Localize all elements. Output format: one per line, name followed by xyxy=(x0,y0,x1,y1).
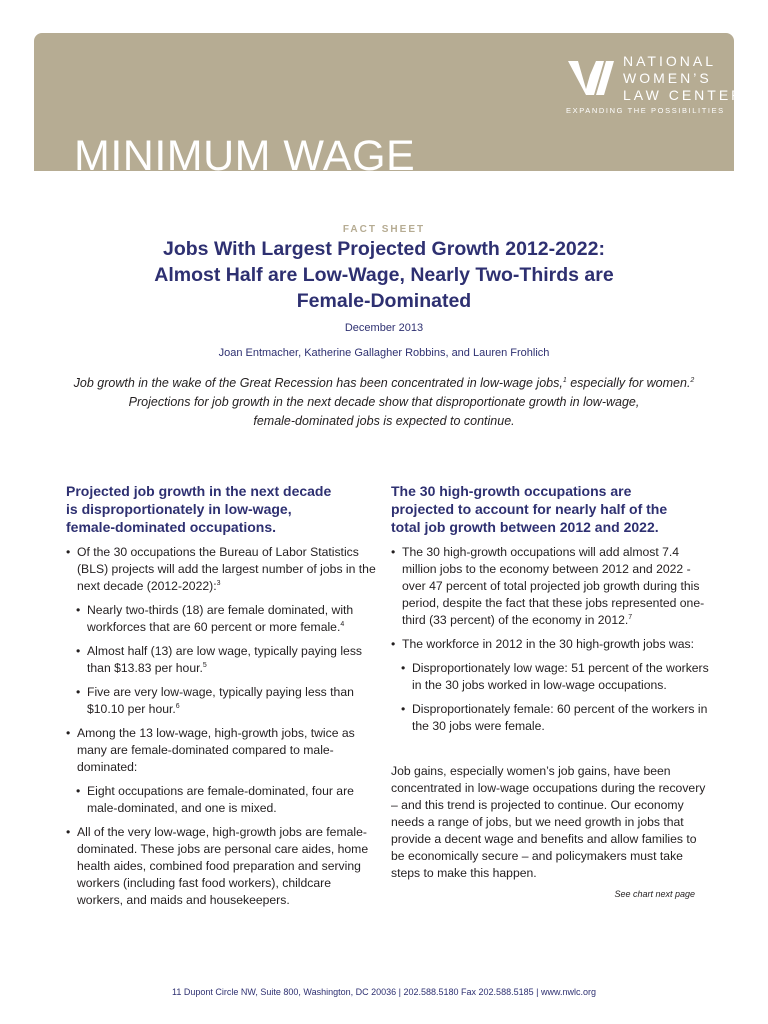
bullet-text: Nearly two-thirds (18) are female dominated, with workforces that are 60 percent or more female. xyxy=(87,603,354,634)
heading-line: The 30 high-growth occupations are xyxy=(391,483,632,499)
logo-tagline: EXPANDING THE POSSIBILITIES xyxy=(566,106,725,115)
left-column-heading xyxy=(66,482,376,536)
title-line-1: Jobs With Largest Projected Growth 2012-2022: xyxy=(163,238,605,260)
left-column xyxy=(66,482,376,916)
footnote-ref: 3 xyxy=(216,579,221,587)
bullet-text: Disproportionately female: 60 percent of the workers in the 30 jobs were female. xyxy=(412,702,708,733)
right-column xyxy=(391,482,713,903)
logo-wordmark xyxy=(623,53,744,104)
sub-bullet-item xyxy=(401,701,713,735)
intro-line-2: Projections for job growth in the next decade show that disproportionate growth in low-wage, xyxy=(128,395,640,409)
footnote-ref: 6 xyxy=(175,702,180,710)
sub-bullet-item xyxy=(401,660,713,694)
bullet-item xyxy=(66,725,376,776)
bullet-text: Almost half (13) are low wage, typically paying less than $13.83 per hour. xyxy=(87,644,363,675)
right-column-heading xyxy=(391,482,713,536)
right-bullet-list xyxy=(391,544,713,735)
heading-line: projected to account for nearly half of the xyxy=(391,501,668,517)
page-title xyxy=(0,236,768,314)
footnote-ref: 5 xyxy=(202,661,207,669)
conclusion-paragraph: Job gains, especially women’s job gains, have been concentrated in low-wage occupations during the recovery – and this trend is projected to continue. Our economy needs a range of jobs, but we need growth in jobs that provide a decent wage and benefits and allow families to be economically secure – and policymakers must take steps to make this happen. xyxy=(391,764,706,880)
sub-bullet-item xyxy=(76,602,376,636)
sub-bullet-item xyxy=(76,684,376,718)
logo-line-2: WOMEN’S xyxy=(623,70,712,86)
footnote-ref: 7 xyxy=(628,613,633,621)
heading-line: is disproportionately in low-wage, xyxy=(66,501,292,517)
logo-line-1: NATIONAL xyxy=(623,53,716,69)
bullet-text: All of the very low-wage, high-growth jobs are female-dominated. These jobs are personal care aides, home health aides, combined food preparation and serving workers (including fast food workers), childcare workers, and maids and housekeepers. xyxy=(77,825,369,907)
title-line-3: Female-Dominated xyxy=(296,290,472,312)
bullet-item xyxy=(391,636,713,653)
footnote-ref: 2 xyxy=(690,376,695,384)
footer-contact: 11 Dupont Circle NW, Suite 800, Washington, DC 20036 | 202.588.5180 Fax 202.588.5185 | www.nwlc.org xyxy=(172,987,596,997)
intro-line-1 xyxy=(0,374,768,393)
sub-bullet-item xyxy=(76,643,376,677)
intro-text-1b: especially for women. xyxy=(566,376,691,390)
bullet-text: The workforce in 2012 in the 30 high-growth jobs was: xyxy=(402,637,694,651)
intro-text-1: Job growth in the wake of the Great Recession has been concentrated in low-wage jobs, xyxy=(73,376,563,390)
bullet-text: Among the 13 low-wage, high-growth jobs, twice as many are female-dominated compared to male-dominated: xyxy=(77,726,355,774)
intro-paragraph xyxy=(0,374,768,431)
document-type-label: FACT SHEET xyxy=(342,224,426,235)
left-bullet-list xyxy=(66,544,376,909)
bullet-text: Of the 30 occupations the Bureau of Labor Statistics (BLS) projects will add the largest number of jobs in the next decade (2012-2022): xyxy=(77,545,376,593)
heading-line: Projected job growth in the next decade xyxy=(66,483,332,499)
bullet-text: Eight occupations are female-dominated, four are male-dominated, and one is mixed. xyxy=(87,784,354,815)
bullet-item xyxy=(391,544,713,629)
bullet-text: The 30 high-growth occupations will add almost 7.4 million jobs to the economy between 2012 and 2022 - over 47 percent of total projected job growth during this period, despite the fact that these jobs represented one-third (33 percent) of the economy in 2012. xyxy=(402,545,705,627)
bullet-text: Disproportionately low wage: 51 percent of the workers in the 30 jobs worked in low-wage occupations. xyxy=(412,661,709,692)
bullet-item xyxy=(66,824,376,909)
sub-bullet-item xyxy=(76,783,376,817)
nwlc-logo-mark-icon xyxy=(566,55,616,101)
footnote-ref: 4 xyxy=(340,620,345,628)
logo-line-3: LAW CENTER xyxy=(623,87,745,103)
footnote-ref: 1 xyxy=(562,376,567,384)
banner-title: MINIMUM WAGE xyxy=(74,132,416,180)
title-line-2: Almost Half are Low-Wage, Nearly Two-Thirds are xyxy=(154,264,614,286)
nwlc-logo xyxy=(566,51,745,121)
publication-date: December 2013 xyxy=(344,322,424,334)
heading-line: total job growth between 2012 and 2022. xyxy=(391,519,659,535)
bullet-item xyxy=(66,544,376,595)
heading-line: female-dominated occupations. xyxy=(66,519,277,535)
bullet-text: Five are very low-wage, typically paying less than $10.10 per hour. xyxy=(87,685,354,716)
intro-line-3: female-dominated jobs is expected to continue. xyxy=(253,414,515,428)
header-banner xyxy=(34,33,745,180)
authors: Joan Entmacher, Katherine Gallagher Robbins, and Lauren Frohlich xyxy=(218,347,550,359)
see-chart-note: See chart next page xyxy=(614,889,695,899)
